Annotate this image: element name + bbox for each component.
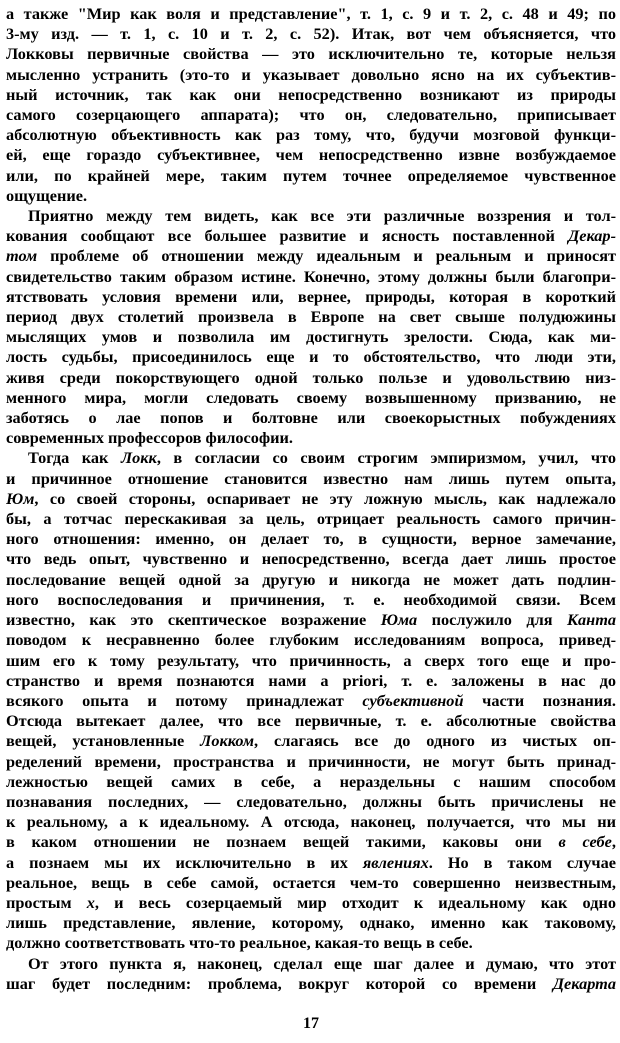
text-line (6, 549, 616, 569)
text-run: , со своей стороны, оспаривает не эту ложную мысль, как надлежало (34, 488, 616, 508)
italic-text-run: х (86, 892, 95, 912)
italic-text-run: явлениях (362, 852, 429, 872)
text-run: свидетельство таким образом истине. Конечно, этому должны были благопри- (6, 266, 616, 286)
text-line (6, 44, 616, 64)
italic-text-run: том (6, 246, 38, 266)
text-line (6, 85, 616, 105)
text-run: простым (6, 892, 87, 912)
text-run: вещей, установленные (6, 731, 201, 751)
book-page (6, 4, 616, 1039)
text-line (6, 267, 616, 287)
text-run: лость судьбы, присоединилось еще и то обстоятельство, что люди эти, (6, 347, 616, 367)
text-line (6, 752, 616, 772)
text-run: период двух столетий произвела в Европе на свет свыше полудюжины (6, 307, 616, 327)
text-run: , (611, 832, 616, 852)
text-run: , в согласии со своим строгим эмпиризмом, учил, что (156, 448, 616, 468)
text-line (6, 24, 616, 44)
text-line (6, 893, 616, 913)
text-line (6, 65, 616, 85)
text-run: и причинное отношение становится известно нам лишь путем опыта, (6, 468, 616, 488)
text-line (6, 469, 616, 489)
text-line (6, 832, 616, 852)
text-run: самого созерцающего аппарата); что он, следовательно, приписывает (6, 105, 616, 125)
text-line (6, 772, 616, 792)
text-line (6, 226, 616, 246)
text-line (6, 206, 616, 226)
text-line (6, 974, 616, 994)
text-run: мысленно устранить (это-то и указывает довольно ясно на их субъектив- (6, 64, 616, 84)
text-line (6, 408, 616, 428)
text-line (6, 933, 616, 953)
text-run: известно, как это скептическое возражение (6, 610, 381, 630)
text-run: поводом к несравненно более глубоким исследованиям вопроса, привед- (6, 630, 616, 650)
text-line (6, 246, 616, 266)
text-run: шаг будет последним: проблема, вокруг которой со времени (6, 973, 553, 993)
text-run: бы, а тотчас перескакивая за цель, отрицает реальность самого причин- (6, 509, 616, 529)
text-line (6, 853, 616, 873)
text-run: странство и время познаются нами a priori, т. е. заложены в нас до (6, 670, 616, 690)
text-run: ределений времени, пространства и причинности, не могут быть принад- (6, 751, 616, 771)
text-line (6, 448, 616, 468)
italic-text-run: Локком (200, 731, 255, 751)
text-line (6, 731, 616, 751)
italic-text-run: Канта (566, 610, 616, 630)
text-line (6, 145, 616, 165)
italic-text-run: субъективной (362, 690, 464, 710)
text-run: кования сообщают все большее развитие и ясность поставленной (6, 226, 569, 246)
italic-text-run: Декар- (568, 226, 616, 246)
text-line (6, 186, 616, 206)
text-line (6, 4, 616, 24)
text-run: 3-му изд. — т. 1, с. 10 и т. 2, с. 52). Итак, вот чем объясняется, что (6, 24, 616, 44)
text-line (6, 590, 616, 610)
text-run: части познания. (463, 690, 616, 710)
text-run: что ведь опыт, чувственно и непосредственно, всегда дает лишь простое (6, 549, 616, 569)
page-number: 17 (303, 1015, 319, 1032)
text-line (6, 812, 616, 832)
text-run: или, по крайней мере, таким путем точнее определяемое чувственное (6, 165, 616, 185)
italic-text-run: Юм (6, 488, 35, 508)
text-line (6, 105, 616, 125)
text-line (6, 509, 616, 529)
text-line (6, 125, 616, 145)
text-run: ного воспоследования и причинения, т. е. необходимой связи. Всем (6, 589, 616, 609)
text-run: проблеме об отношении между идеальным и реальным и приносят (37, 246, 616, 266)
text-line (6, 166, 616, 186)
text-run: а познаем мы их исключительно в их (6, 852, 363, 872)
text-line (6, 307, 616, 327)
text-line (6, 347, 616, 367)
text-run: , и весь созерцаемый мир отходит к идеальному как одно (94, 892, 616, 912)
paragraph (6, 206, 616, 448)
text-line (6, 368, 616, 388)
text-run: Отсюда вытекает далее, что все первичные, т. е. абсолютные свойства (6, 711, 616, 731)
text-line (6, 873, 616, 893)
text-run: лежностью вещей самих в себе, а нераздельны с нашим способом (6, 771, 616, 791)
text-run: менного мира, могли следовать своему возвышенному призванию, не (6, 387, 616, 407)
text-run: От этого пункта я, наконец, сделал еще шаг далее и думаю, что этот (28, 953, 616, 973)
italic-text-run: Декарта (552, 973, 616, 993)
text-line (6, 671, 616, 691)
paragraph (6, 954, 616, 994)
text-run: ного отношения: именно, он делает то, в сущности, верное замечание, (6, 529, 616, 549)
text-run: ей, еще гораздо субъективнее, чем непосредственно извне возбуждаемое (6, 145, 616, 165)
italic-text-run: Локк (120, 448, 157, 468)
text-line (6, 792, 616, 812)
text-run: должно соответствовать что-то реальное, какая-то вещь в себе. (6, 933, 473, 953)
text-run: а также "Мир как воля и представление", т. 1, с. 9 и т. 2, с. 48 и 49; по (6, 4, 616, 23)
page-text-body (6, 4, 616, 994)
text-run: мыслящих умов и позволила им достигнуть зрелости. Сюда, как ми- (6, 327, 616, 347)
text-line (6, 388, 616, 408)
text-run: ный источник, так как они непосредственно возникают из природы (6, 84, 616, 104)
text-run: живя среди покорствующего одной только пользе и удовольствию низ- (6, 367, 616, 387)
text-run: лишь представление, явление, которому, однако, именно как таковому, (6, 913, 616, 933)
text-line (6, 913, 616, 933)
text-line (6, 287, 616, 307)
text-line (6, 651, 616, 671)
text-run: , слагаясь все до одного из чистых оп- (254, 731, 616, 751)
paragraph (6, 448, 616, 953)
italic-text-run: Юма (380, 610, 418, 630)
text-run: абсолютную объективность как раз тому, что, будучи мозговой функци- (6, 125, 616, 145)
text-run: . Но в таком случае (428, 852, 616, 872)
text-run: шим его к тому результату, что причинность, а сверх того еще и про- (6, 650, 616, 670)
text-run: реальное, вещь в себе самой, остается чем-то совершенно неизвестным, (6, 872, 616, 892)
text-run: Локковы первичные свойства — это исключительно те, которые нельзя (6, 44, 616, 64)
text-run: познавания последних, — следовательно, должны быть причислены не (6, 791, 616, 811)
text-run: всякого опыта и потому принадлежат (6, 690, 363, 710)
text-line (6, 529, 616, 549)
text-run: в каком отношении не познаем вещей такими, каковы они (6, 832, 559, 852)
text-line (6, 428, 616, 448)
text-line (6, 954, 616, 974)
text-run: последование вещей одной за другую и никогда не может дать подлин- (6, 569, 616, 589)
text-line (6, 630, 616, 650)
text-run: Тогда как (28, 448, 121, 468)
text-line (6, 570, 616, 590)
text-run: к реальному, а к идеальному. А отсюда, наконец, получается, что мы ни (6, 812, 616, 832)
text-line (6, 327, 616, 347)
text-line (6, 711, 616, 731)
paragraph (6, 4, 616, 206)
text-line (6, 610, 616, 630)
text-run: послужило для (417, 610, 567, 630)
text-run: ятствовать условия времени или, вернее, природы, которая в короткий (6, 286, 616, 306)
text-run: Приятно между тем видеть, как все эти различные воззрения и тол- (28, 206, 616, 226)
text-run: современных профессоров философии. (6, 428, 293, 448)
text-run: заботясь о лае попов и болтовне или своекорыстных побуждениях (6, 408, 616, 428)
text-line (6, 489, 616, 509)
italic-text-run: в себе (558, 832, 612, 852)
text-line (6, 691, 616, 711)
text-run: ощущение. (6, 185, 88, 205)
